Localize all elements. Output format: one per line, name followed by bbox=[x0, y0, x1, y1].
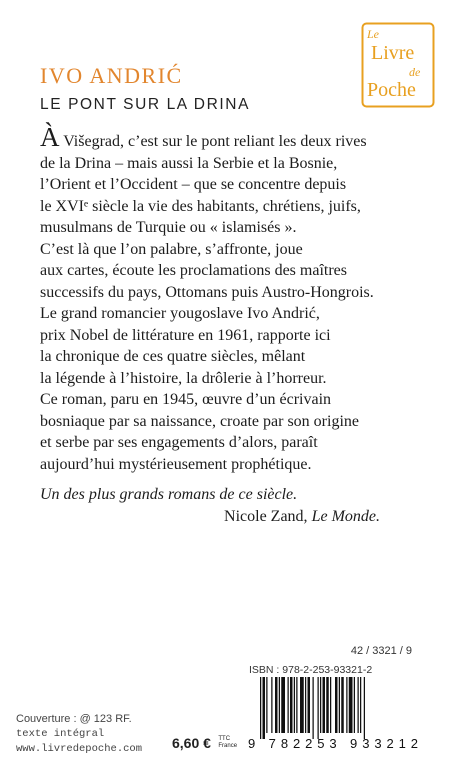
isbn: ISBN : 978-2-253-93321-2 bbox=[249, 664, 373, 676]
barcode-bar bbox=[300, 677, 304, 733]
barcode-bar bbox=[263, 677, 266, 739]
barcode-bar bbox=[349, 677, 353, 733]
barcode-bar bbox=[354, 677, 355, 733]
barcode-bar bbox=[339, 677, 340, 733]
blurb-line: Le grand romancier yougoslave Ivo Andrić, bbox=[40, 305, 320, 322]
author-name: IVO ANDRIĆ bbox=[40, 63, 183, 88]
barcode-bar bbox=[326, 677, 329, 733]
barcode-bar bbox=[271, 677, 272, 733]
barcode-bar bbox=[360, 677, 361, 733]
blurb-line: la légende à l’histoire, la drôlerie à l’horreur. bbox=[40, 369, 327, 387]
blurb-line: l’Orient et l’Occident – que se concentre depuis bbox=[40, 176, 347, 193]
barcode-bar bbox=[313, 677, 314, 739]
barcode-bar bbox=[296, 677, 297, 733]
price-amount: 6,60 € bbox=[172, 735, 211, 751]
barcode-digits: 9 782253 933212 bbox=[248, 736, 418, 751]
blurb-line: de la Drina – mais aussi la Serbie et la Bosnie, bbox=[40, 154, 338, 172]
logo-line-1: Le bbox=[367, 27, 379, 41]
price bbox=[172, 735, 237, 753]
dropcap: À bbox=[40, 122, 60, 152]
quote-author: Nicole Zand, bbox=[224, 508, 312, 525]
logo-line-4: Poche bbox=[367, 79, 416, 101]
blurb-line: successifs du pays, Ottomans puis Austro-Hongrois. bbox=[40, 283, 374, 301]
barcode-bar bbox=[290, 677, 293, 733]
quote-attribution bbox=[40, 506, 380, 528]
blurb-line: et serbe par ses engagements d’alors, paraît bbox=[40, 434, 318, 451]
blurb-line: À Višegrad, c’est sur le pont reliant les deux rives bbox=[40, 122, 367, 152]
blurb-line: la chronique de ces quatre siècles, mêlant bbox=[40, 348, 306, 365]
barcode-bar bbox=[308, 677, 311, 733]
barcode-bar bbox=[346, 677, 347, 733]
barcode-bar bbox=[364, 677, 365, 739]
blurb-line: C’est là que l’on palabre, s’affronte, joue bbox=[40, 240, 303, 258]
blurb-line: prix Nobel de littérature en 1961, rapporte ici bbox=[40, 326, 331, 344]
barcode-bar bbox=[260, 677, 261, 739]
barcode-bar bbox=[358, 677, 359, 733]
blurb-line: bosniaque par sa naissance, croate par son origine bbox=[40, 412, 359, 430]
quote-source: Le Monde. bbox=[311, 508, 380, 525]
barcode-bar bbox=[266, 677, 267, 733]
barcode-bar bbox=[294, 677, 295, 733]
book-title: LE PONT SUR LA DRINA bbox=[40, 96, 251, 113]
livre-de-poche-logo bbox=[361, 22, 435, 108]
price-tax-note: TTC France bbox=[218, 736, 238, 749]
quote-text: Un des plus grands romans de ce siècle. bbox=[40, 486, 298, 503]
logo-line-2: Livre bbox=[371, 42, 415, 64]
blurb-line: le XVIᵉ siècle la vie des habitants, chrétiens, juifs, bbox=[40, 197, 361, 215]
credits bbox=[16, 712, 142, 757]
logo-mark bbox=[361, 22, 435, 108]
blurb-line: musulmans de Turquie ou « islamisés ». bbox=[40, 219, 297, 236]
barcode-graphic bbox=[246, 677, 426, 751]
blurb-line: aujourd’hui mystérieusement prophétique. bbox=[40, 455, 312, 473]
barcode-bar bbox=[330, 677, 331, 733]
barcode-bar bbox=[320, 677, 321, 733]
logo-line-3: de bbox=[409, 65, 421, 79]
blurb-line: Ce roman, paru en 1945, œuvre d’un écrivain bbox=[40, 391, 332, 408]
barcode-bar bbox=[335, 677, 338, 733]
barcode bbox=[246, 677, 426, 751]
blurb bbox=[40, 124, 420, 475]
barcode-bar bbox=[341, 677, 344, 733]
barcode-bar bbox=[275, 677, 278, 733]
blurb-line: aux cartes, écoute les proclamations des maîtres bbox=[40, 262, 347, 279]
barcode-bar bbox=[305, 677, 306, 733]
catalog-code: 42 / 3321 / 9 bbox=[350, 645, 412, 657]
press-quote bbox=[40, 484, 380, 528]
barcode-bar bbox=[318, 677, 319, 739]
cover-credit: Couverture : @ 123 RF. bbox=[16, 713, 132, 725]
barcode-bar bbox=[288, 677, 289, 733]
integral-text-note: texte intégral bbox=[16, 728, 105, 740]
barcode-bar bbox=[281, 677, 285, 733]
website-link[interactable]: www.livredepoche.com bbox=[16, 743, 143, 755]
barcode-bar bbox=[279, 677, 280, 733]
barcode-bar bbox=[323, 677, 326, 733]
barcode-bars bbox=[260, 677, 365, 739]
